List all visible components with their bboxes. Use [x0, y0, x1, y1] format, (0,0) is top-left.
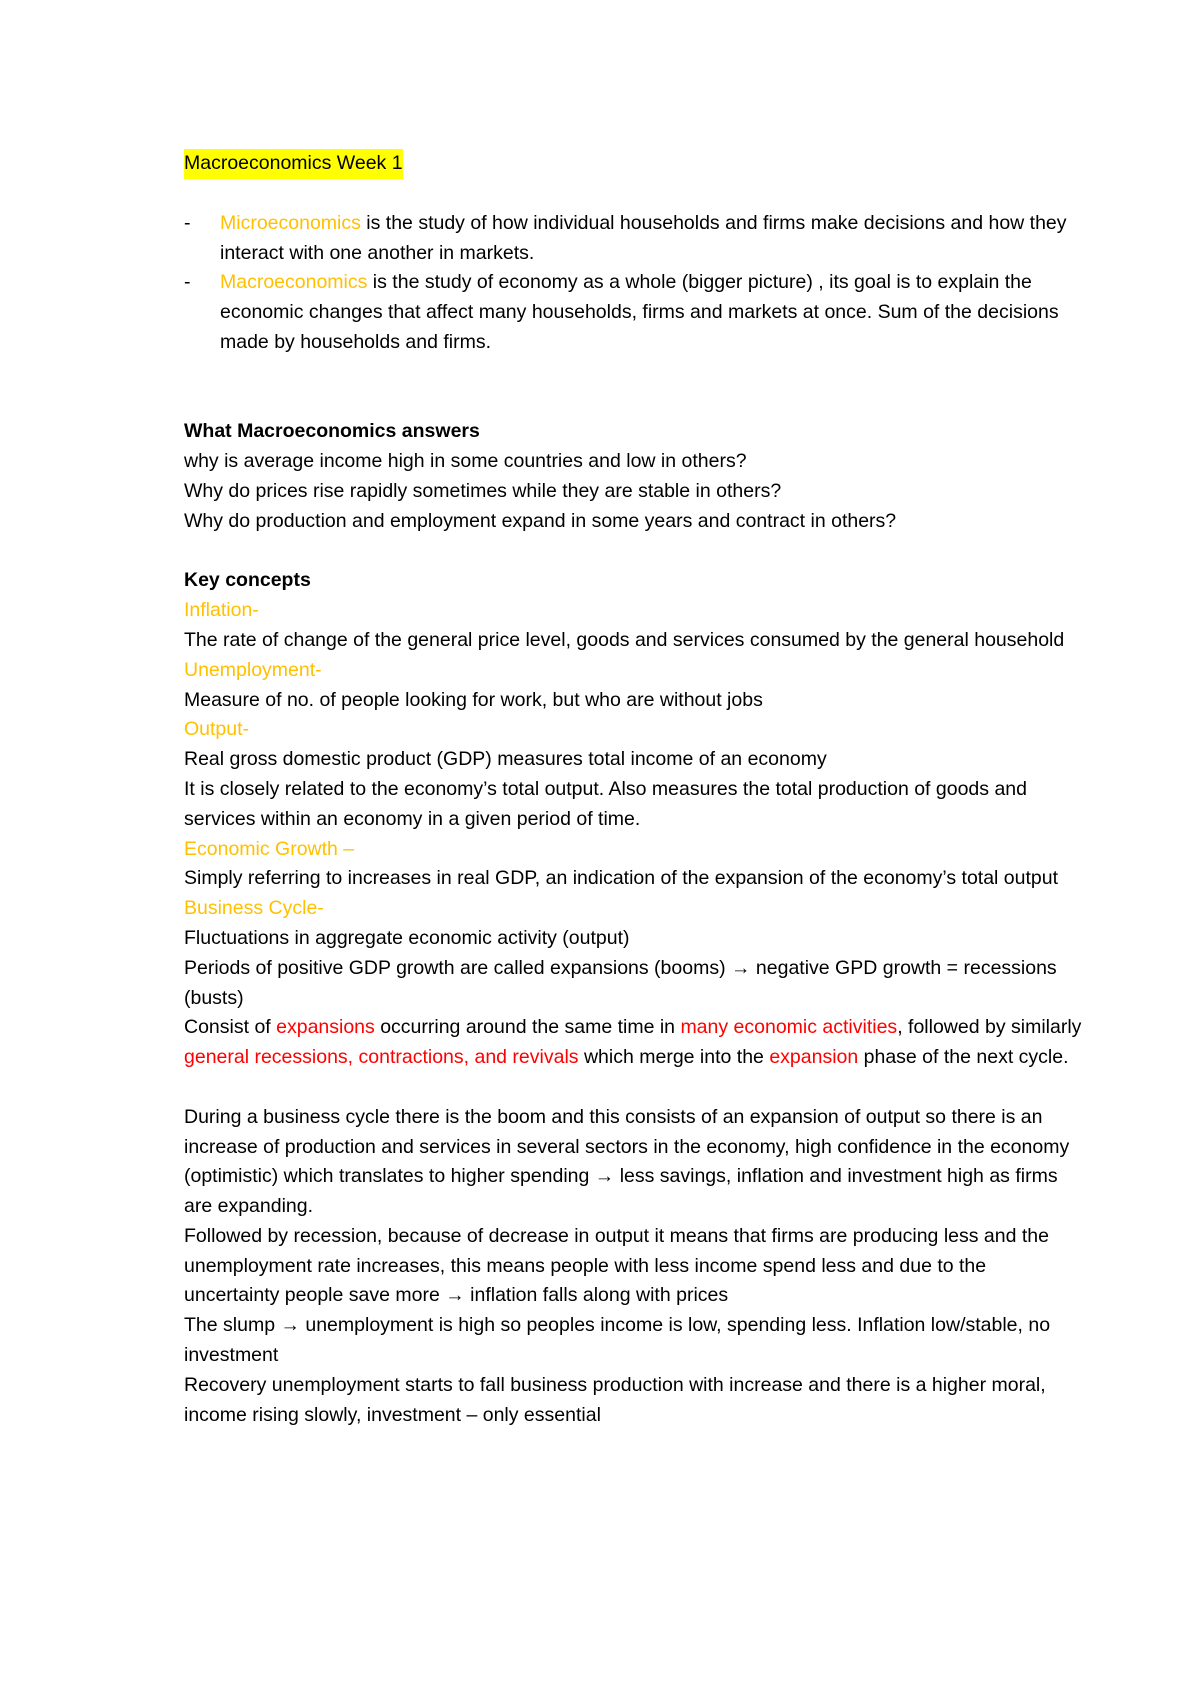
concept-term-output: Output- — [184, 718, 250, 741]
concept-term-inflation: Inflation- — [184, 599, 259, 622]
explanation-paragraph: Recovery unemployment starts to fall business production with increase and there is a higher moral, income rising slowly, investment – only essential — [184, 1373, 1046, 1426]
spacer — [184, 1073, 1084, 1103]
concept-term-business-cycle: Business Cycle- — [184, 897, 324, 920]
concept-text: Fluctuations in aggregate economic activity (output) — [184, 926, 630, 949]
definition-text: is the study of economy as a whole (bigger picture) , its goal is to explain the economic changes that affect many households, firms and markets at once. Sum of the decisions made by households and firms. — [220, 271, 1059, 353]
spacer — [184, 358, 1084, 418]
text-run: Consist of — [184, 1016, 277, 1039]
definition-text: is the study of how individual households and firms make decisions and how they interact with one another in markets. — [220, 211, 1067, 264]
red-text-run: general recessions, contractions, and revivals — [184, 1046, 579, 1069]
text-run: occurring around the same time in — [374, 1016, 681, 1039]
question-line: Why do production and employment expand in some years and contract in others? — [184, 509, 897, 532]
question-line: why is average income high in some countries and low in others? — [184, 450, 747, 473]
definition-list — [184, 209, 1084, 358]
text-run: which merge into the — [578, 1046, 770, 1069]
dash-bullet: - — [184, 211, 191, 234]
section-heading-key-concepts: Key concepts — [184, 569, 311, 592]
explanation-paragraph: Followed by recession, because of decrease in output it means that firms are producing less and the unemployment rate increases, this means people with less income spend less and due to the uncertainty people save more → inflation falls along with prices — [184, 1224, 1049, 1307]
text-run: phase of the next cycle. — [858, 1046, 1069, 1069]
concept-text: Measure of no. of people looking for work, but who are without jobs — [184, 688, 763, 711]
explanation-paragraph: The slump → unemployment is high so peoples income is low, spending less. Inflation low/stable, no investment — [184, 1314, 1051, 1367]
red-text-run: many economic activities — [680, 1016, 898, 1039]
section-heading-answers: What Macroeconomics answers — [184, 420, 480, 443]
question-line: Why do prices rise rapidly sometimes while they are stable in others? — [184, 479, 782, 502]
dash-bullet: - — [184, 271, 191, 294]
list-item — [184, 268, 1084, 357]
concept-term-unemployment: Unemployment- — [184, 658, 322, 681]
concept-text: Simply referring to increases in real GDP, an indication of the expansion of the economy’s total output — [184, 867, 1059, 890]
concept-text: Real gross domestic product (GDP) measures total income of an economy — [184, 748, 827, 771]
list-item — [184, 209, 1084, 269]
red-text-run: expansions — [276, 1016, 375, 1039]
concept-term-economic-growth: Economic Growth – — [184, 837, 355, 860]
concept-text-highlighted — [184, 1013, 1084, 1073]
explanation-paragraph: During a business cycle there is the boom and this consists of an expansion of output so there is an increase of production and services in several sectors in the economy, high confidence in the economy (optimistic) which translates to higher spending → less savings, inflation and investment high as firms are expanding. — [184, 1105, 1070, 1218]
term-macroeconomics: Macroeconomics — [220, 271, 368, 294]
red-text-run: expansion — [769, 1046, 859, 1069]
concept-text: It is closely related to the economy’s total output. Also measures the total production of goods and services within an economy in a given period of time. — [184, 777, 1027, 830]
spacer — [184, 537, 1084, 567]
text-run: , followed by similarly — [897, 1016, 1082, 1039]
page-title: Macroeconomics Week 1 — [184, 149, 403, 179]
concept-text: Periods of positive GDP growth are called expansions (booms) → negative GPD growth = recessions (busts) — [184, 956, 1057, 1009]
concept-text: The rate of change of the general price level, goods and services consumed by the general household — [184, 628, 1065, 651]
document-body — [184, 149, 1084, 1430]
term-microeconomics: Microeconomics — [220, 211, 361, 234]
